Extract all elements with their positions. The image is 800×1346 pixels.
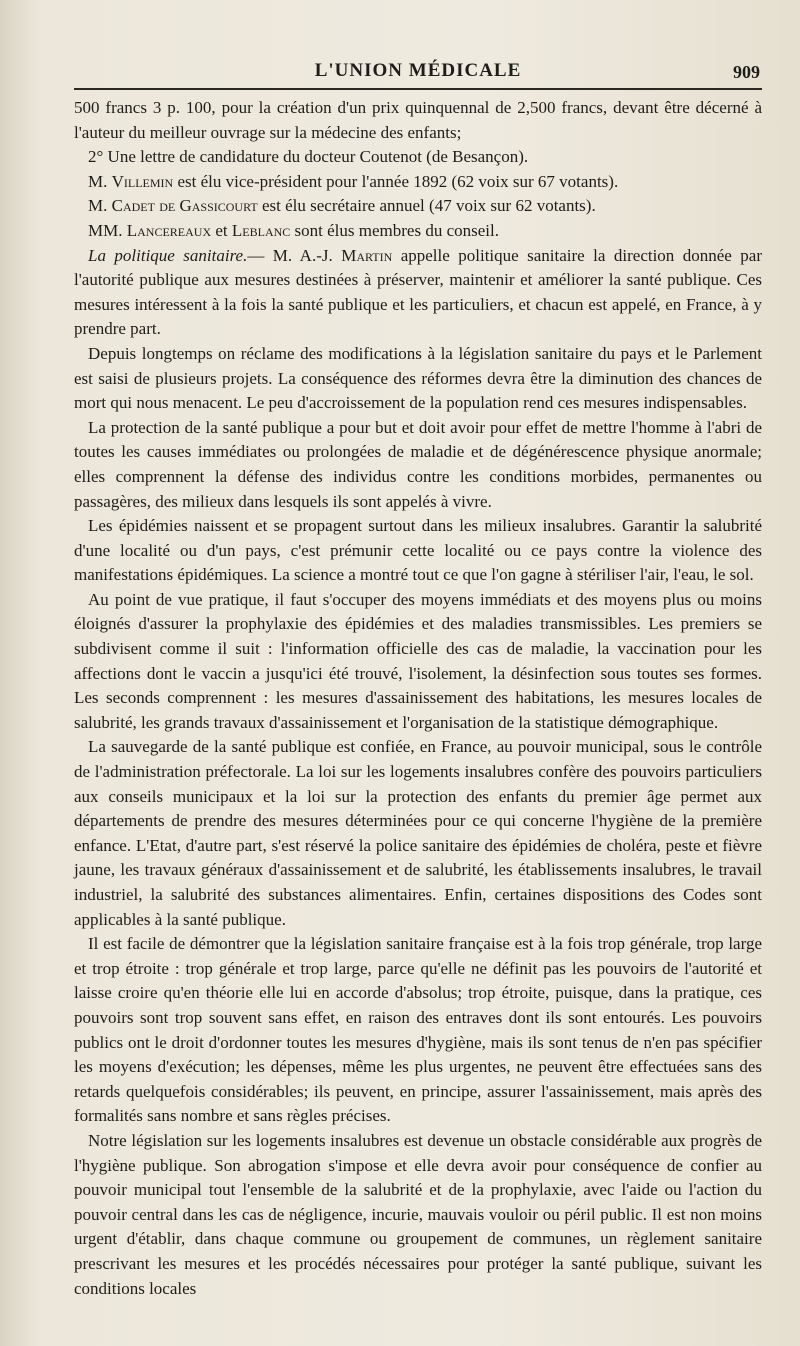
text-run: Depuis longtemps on réclame des modifications à la législation sanitaire du pays et le Parlement est saisi de plusieurs projets. La conséquence des réformes devra être la diminution des chances de mort qui nous menacent. Le peu d'accroissement de la population rend ces mesures indispensables. [74, 343, 762, 413]
text-run: Les épidémies naissent et se propagent surtout dans les milieux insalubres. Garantir la salubrité d'une localité ou d'un pays, c'est prémunir cette localité ou ce pays contre la violence des manifestations épidémiques. La science a montré tout ce que l'on gagne à stériliser l'air, l'eau, le sol. [74, 516, 762, 585]
proper-name: Leblanc [231, 220, 291, 240]
text-run: M. [88, 196, 112, 216]
paragraph-p12 [74, 932, 762, 1129]
text-run: MM. [88, 220, 127, 240]
paragraph-p13 [74, 1129, 762, 1301]
text-run: Notre législation sur les logements insalubres est devenue un obstacle considérable aux progrès de l'hygiène publique. Son abrogation s'impose et elle devra avoir pour conséquence de confier au pouvoir municipal tout l'ensemble de la salubrité et de la prophylaxie, avec l'aide ou l'action du pouvoir central dans les cas de négligence, incurie, mauvais vouloir ou péril public. Il est non moins urgent d'établir, dans chaque commune ou groupement de communes, un règlement sanitaire prescrivant les mesures et les procédés nécessaires pour protéger la santé publique, suivant les conditions locales [74, 1130, 762, 1298]
text-run: sont élus membres du conseil. [290, 220, 499, 240]
paragraph-p5 [74, 219, 762, 244]
proper-name: Cadet de Gassicourt [111, 196, 258, 216]
paragraph-p2 [74, 145, 762, 170]
text-run: 500 francs 3 p. 100, pour la création d'un prix quinquennal de 2,500 francs, devant être décerné à l'auteur du meilleur ouvrage sur la médecine des enfants; [74, 98, 762, 142]
text-run: Il est facile de démontrer que la législation sanitaire française est à la fois trop générale, trop large et trop étroite : trop générale et trop large, parce qu'elle ne définit pas les pouvoirs de l'autorité et laisse croire qu'en théorie elle lui en accorde d'absolus; trop étroite, puisque, dans la pratique, ces pouvoirs sont trop souvent sans effet, en raison des entraves dont ils sont entourés. Les pouvoirs publics ont le droit d'ordonner toutes les mesures d'hygiène, mais ils sont tenus de n'en pas spécifier les moyens d'exécution; les dépenses, même les plus urgentes, ne peuvent être effectuées sans des retards quelquefois considérables; ils peuvent, en principe, assurer l'assainissement, mais après des formalités sans nombre et sans règles précises. [74, 934, 762, 1126]
text-run: est élu secrétaire annuel (47 voix sur 62 votants). [257, 196, 596, 216]
body-text [74, 96, 762, 1301]
page-number: 909 [733, 62, 760, 82]
proper-name: Martin [341, 245, 393, 265]
text-run: Au point de vue pratique, il faut s'occuper des moyens immédiats et des moyens plus ou moins éloignés d'assurer la prophylaxie des épidémies et des maladies transmissibles. Les premiers se subdivisent comme il suit : l'information officielle des cas de maladie, la vaccination pour les affections dont le vaccin a jusqu'ici été trouvé, l'isolement, la désinfection sous toutes ses formes. Les seconds comprennent : les mesures d'assainissement des habitations, les mesures locales de salubrité, les grands travaux d'assainissement et l'organisation de la statistique démographique. [74, 589, 762, 732]
paragraph-p6 [74, 244, 762, 342]
paragraph-p4 [74, 194, 762, 219]
page-header [74, 56, 762, 88]
paragraph-p8 [74, 416, 762, 514]
text-run: est élu vice-président pour l'année 1892 (62 voix sur 67 votants). [173, 171, 619, 191]
paragraph-p7 [74, 342, 762, 416]
text-run: et [211, 220, 232, 240]
paragraph-p10 [74, 588, 762, 736]
text-run: La protection de la santé publique a pour but et doit avoir pour effet de mettre l'homme à l'abri de toutes les causes immédiates ou prolongées de maladie et de dégénérescence physique anormale; elles comprennent la défense des individus contre les conditions morbides, permanentes ou passagères, des milieux dans lesquels ils sont appelés à vivre. [74, 417, 762, 511]
proper-name: Lancereaux [126, 220, 212, 240]
paragraph-p1 [74, 96, 762, 145]
paragraph-p3 [74, 170, 762, 195]
text-run: M. [88, 171, 112, 191]
text-run: — M. A.-J. [247, 245, 342, 265]
paragraph-p11 [74, 735, 762, 932]
header-rule [74, 88, 762, 90]
text-run: 2° Une lettre de candidature du docteur Coutenot (de Besançon). [88, 147, 529, 167]
running-title: L'UNION MÉDICALE [314, 60, 522, 81]
section-heading: La politique sanitaire. [88, 245, 248, 265]
text-run: La sauvegarde de la santé publique est confiée, en France, au pouvoir municipal, sous le contrôle de l'administration préfectorale. La loi sur les logements insalubres confère des pouvoirs particuliers aux conseils municipaux et la loi sur la protection des enfants du premier âge permet aux départements de prendre des mesures déterminées pour ce qui concerne l'hygiène de la première enfance. L'Etat, d'autre part, s'est réservé la police sanitaire des épidémies de choléra, peste et fièvre jaune, les travaux généraux d'assainissement et de salubrité, les établissements insalubres, le travail industriel, la salubrité des substances alimentaires. Enfin, certaines dispositions des Codes sont applicables à la santé publique. [74, 737, 762, 929]
proper-name: Villemin [111, 171, 174, 191]
paragraph-p9 [74, 514, 762, 588]
text-run: appelle politique sanitaire la direction donnée par l'autorité publique aux mesures destinées à préserver, maintenir et améliorer la santé publique. Ces mesures intéressent à la fois la santé publique et les particuliers, et chacun est appelé, en France, à y prendre part. [74, 245, 763, 339]
